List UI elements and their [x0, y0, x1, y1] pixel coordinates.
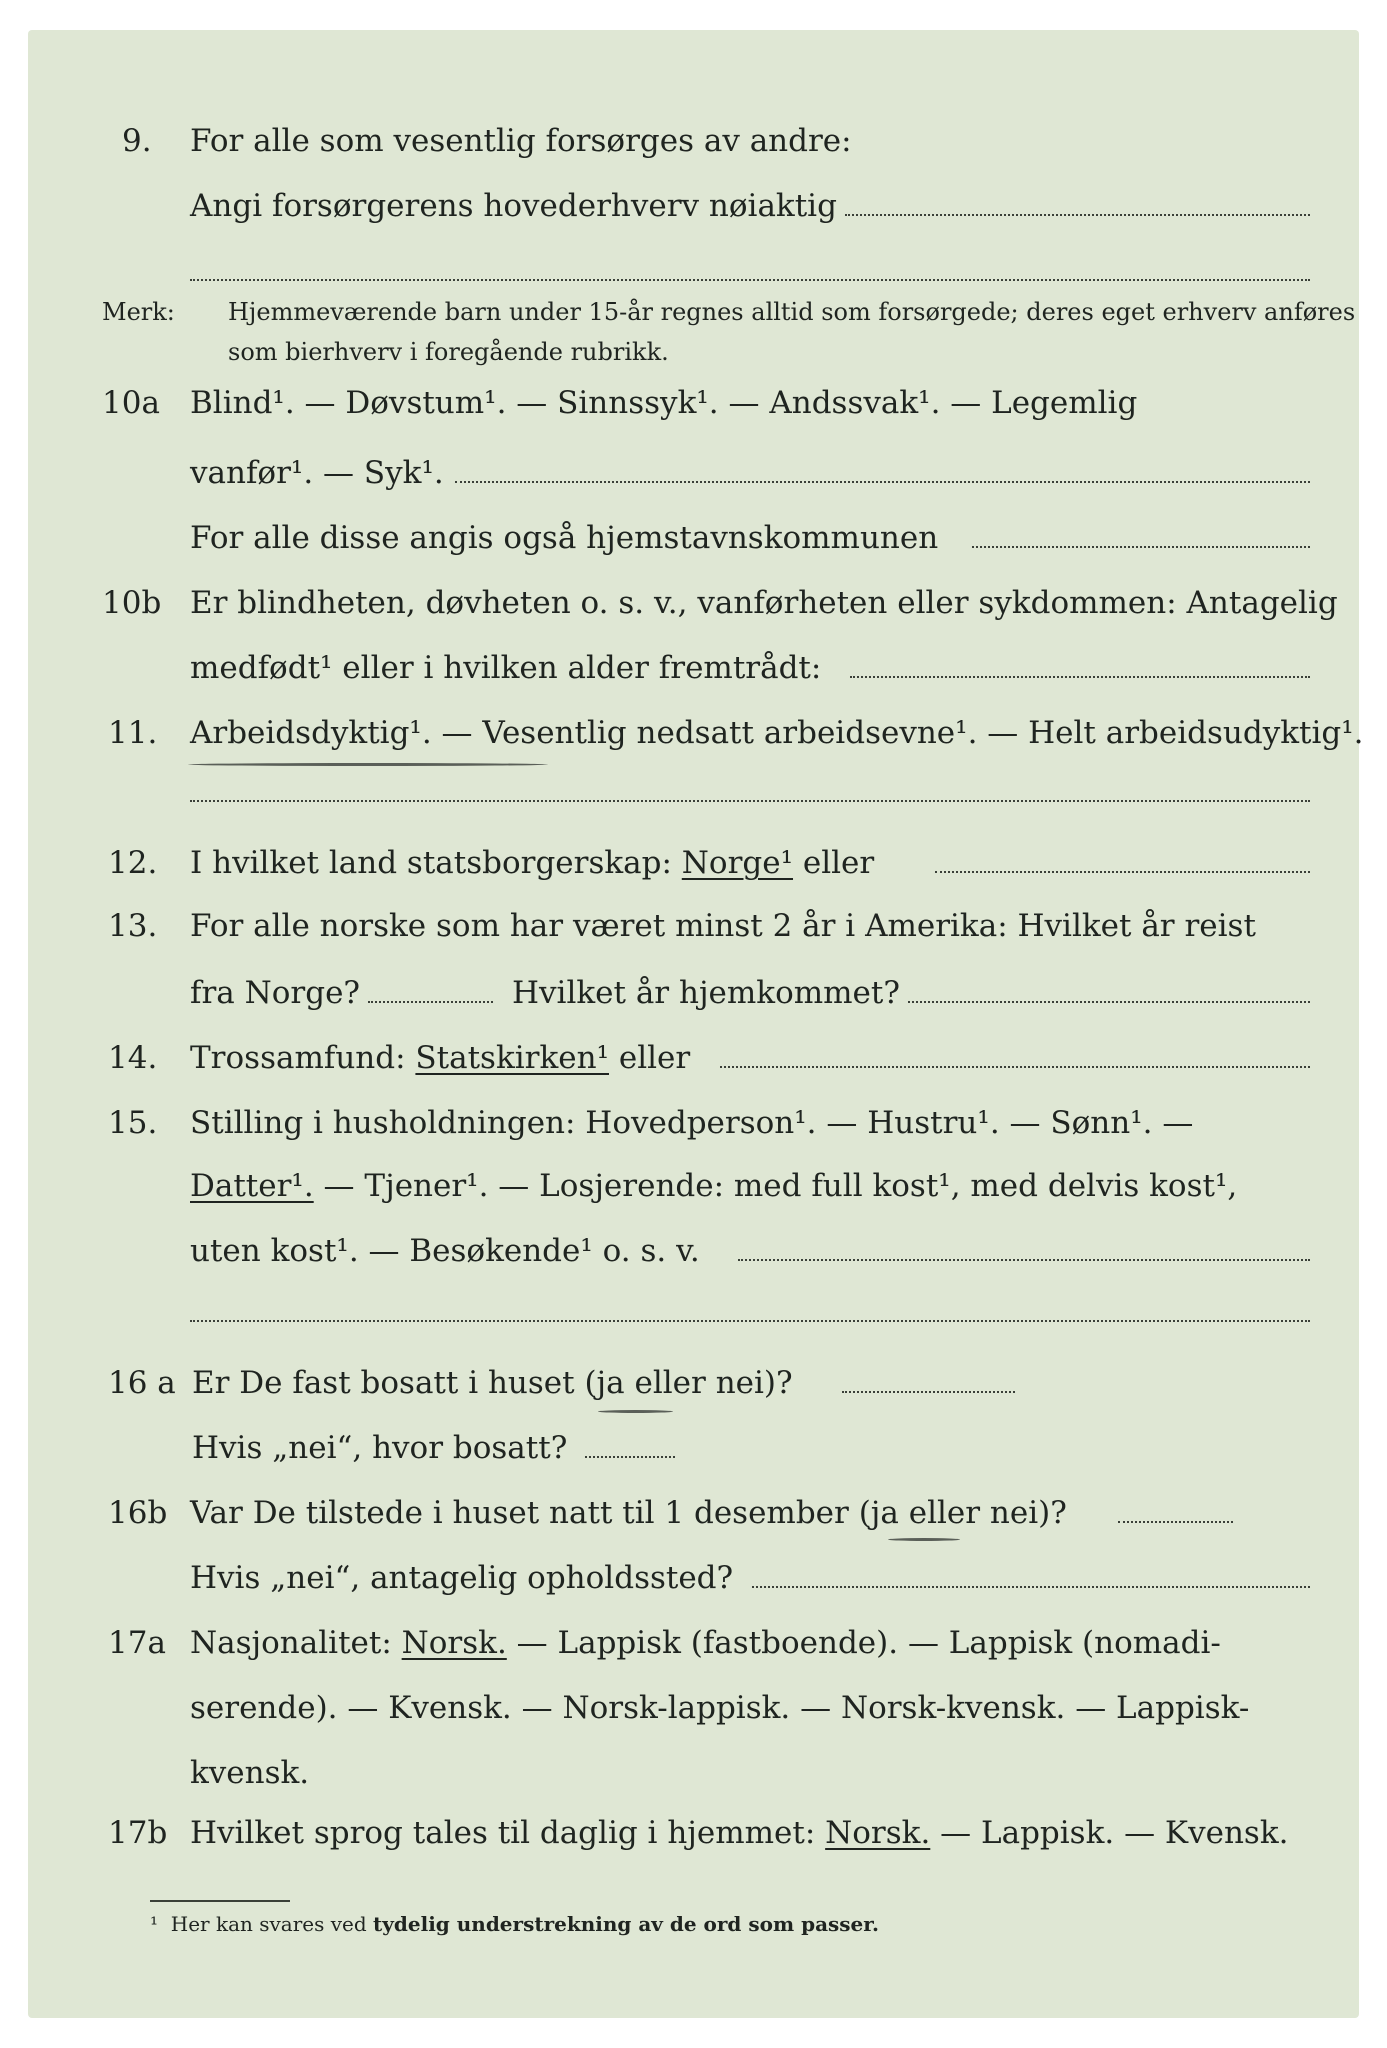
q15-option-datter[interactable]: Datter¹.: [190, 1168, 314, 1204]
q13-line2b: Hvilket år hjemkommet?: [512, 975, 900, 1011]
q10a-line1: Blind¹. — Døvstum¹. — Sinnssyk¹. — Andssvak¹. — Legemlig: [190, 385, 1138, 421]
q10a-line3: For alle disse angis også hjemstavnskommunen: [190, 520, 939, 556]
q9-line2: Angi forsørgerens hovederhverv nøiaktig: [190, 188, 837, 224]
q11-answer-line[interactable]: [190, 800, 1310, 802]
q12-text: [190, 845, 874, 881]
q16b-line1: Var De tilstede i huset natt til 1 desember (ja eller nei)?: [190, 1495, 1067, 1531]
merk-text: Hjemmeværende barn under 15-år regnes alltid som forsørgede; deres eget erhverv anføres som bierhverv i foregående rubrikk.: [228, 298, 1356, 366]
q16a-number: 16 a: [108, 1365, 176, 1401]
footnote-bold: tydelig understrekning av de ord som passer.: [373, 1912, 879, 1936]
q17a-option-norsk[interactable]: Norsk.: [401, 1625, 507, 1661]
q17a-number: 17a: [108, 1625, 166, 1661]
q17b-number: 17b: [108, 1815, 168, 1851]
q17a-pre: Nasjonalitet:: [190, 1625, 402, 1661]
q17a-line1: [190, 1625, 1221, 1661]
footnote-rule: [150, 1900, 290, 1902]
q9-line1: For alle som vesentlig forsørges av andre:: [190, 123, 852, 159]
q17a-line3: kvensk.: [190, 1755, 310, 1791]
q17a-line2: serende). — Kvensk. — Norsk-lappisk. — Norsk-kvensk. — Lappisk-: [190, 1690, 1250, 1726]
q16a-line1: Er De fast bosatt i huset (ja eller nei)?: [192, 1365, 793, 1401]
q14-option-statskirken[interactable]: Statskirken¹: [415, 1040, 609, 1076]
footnote-pre: Her kan svares ved: [170, 1912, 374, 1936]
merk-label: Merk:: [102, 298, 175, 326]
q10a-number: 10a: [102, 385, 160, 421]
q15-answer-line[interactable]: [738, 1259, 1310, 1261]
q16a-pencil-mark: [598, 1410, 673, 1413]
q10b-line1: Er blindheten, døvheten o. s. v., vanførheten eller sykdommen: Antagelig: [190, 585, 1338, 621]
q15-answer-line-2[interactable]: [190, 1320, 1310, 1322]
q10b-number: 10b: [102, 585, 162, 621]
q17b-text: [190, 1815, 1288, 1851]
q13-number: 13.: [108, 908, 158, 944]
q10b-answer-line[interactable]: [850, 676, 1310, 678]
q17b-option-norsk[interactable]: Norsk.: [825, 1815, 931, 1851]
q15-line2-rest: — Tjener¹. — Losjerende: med full kost¹, med delvis kost¹,: [313, 1168, 1238, 1204]
q16b-opholdssted-line[interactable]: [752, 1586, 1310, 1588]
q15-line1: Stilling i husholdningen: Hovedperson¹. — Hustru¹. — Sønn¹. —: [190, 1105, 1194, 1141]
q10a-hjemstavn-line[interactable]: [972, 546, 1310, 548]
q11-pencil-underline: [188, 763, 548, 766]
footnote: [150, 1912, 879, 1936]
q13-line1: For alle norske som har været minst 2 år i Amerika: Hvilket år reist: [190, 908, 1256, 944]
q10b-line2: medfødt¹ eller i hvilken alder fremtrådt:: [190, 650, 822, 686]
q14-answer-line[interactable]: [720, 1066, 1310, 1068]
q12-pre: I hvilket land statsborgerskap:: [190, 845, 682, 881]
q16a-line2: Hvis „nei“, hvor bosatt?: [192, 1430, 568, 1466]
q12-post: eller: [793, 845, 875, 881]
q17a-line1-rest: — Lappisk (fastboende). — Lappisk (nomadi-: [506, 1625, 1221, 1661]
q11-rest: — Vesentlig nedsatt arbeidsevne¹. — Helt arbeidsudyktig¹.: [431, 715, 1364, 751]
footnote-mark: ¹: [150, 1912, 159, 1936]
q16b-number: 16b: [108, 1495, 168, 1531]
q16a-bosatt-line[interactable]: [585, 1456, 675, 1458]
q14-text: [190, 1040, 690, 1076]
q14-post: eller: [609, 1040, 691, 1076]
q9-number: 9.: [122, 123, 152, 159]
q12-number: 12.: [108, 845, 158, 881]
q9-answer-line[interactable]: [845, 214, 1310, 216]
q15-line3: uten kost¹. — Besøkende¹ o. s. v.: [190, 1233, 700, 1269]
q10a-answer-line[interactable]: [455, 481, 1310, 483]
q9-answer-line-2[interactable]: [190, 279, 1310, 281]
q13-reist-line[interactable]: [368, 1001, 493, 1003]
q11-text: [190, 715, 1364, 751]
q13-hjemkommet-line[interactable]: [908, 1001, 1310, 1003]
q15-number: 15.: [108, 1105, 158, 1141]
q15-line2: [190, 1168, 1237, 1204]
q14-pre: Trossamfund:: [190, 1040, 416, 1076]
q17b-post: — Lappisk. — Kvensk.: [930, 1815, 1289, 1851]
q11-option-arbeidsdyktig[interactable]: Arbeidsdyktig¹.: [190, 715, 432, 751]
q12-answer-line[interactable]: [935, 871, 1310, 873]
q14-number: 14.: [108, 1040, 158, 1076]
q12-option-norge[interactable]: Norge¹: [681, 845, 794, 881]
q16b-pencil-mark: [888, 1538, 960, 1541]
q16b-answer-line[interactable]: [1118, 1521, 1233, 1523]
q16b-line2: Hvis „nei“, antagelig opholdssted?: [190, 1560, 734, 1596]
q13-line2a: fra Norge?: [190, 975, 361, 1011]
q17b-pre: Hvilket sprog tales til daglig i hjemmet:: [190, 1815, 826, 1851]
q11-number: 11.: [108, 715, 158, 751]
q16a-answer-line[interactable]: [842, 1391, 1015, 1393]
q10a-line2: vanfør¹. — Syk¹.: [190, 455, 444, 491]
